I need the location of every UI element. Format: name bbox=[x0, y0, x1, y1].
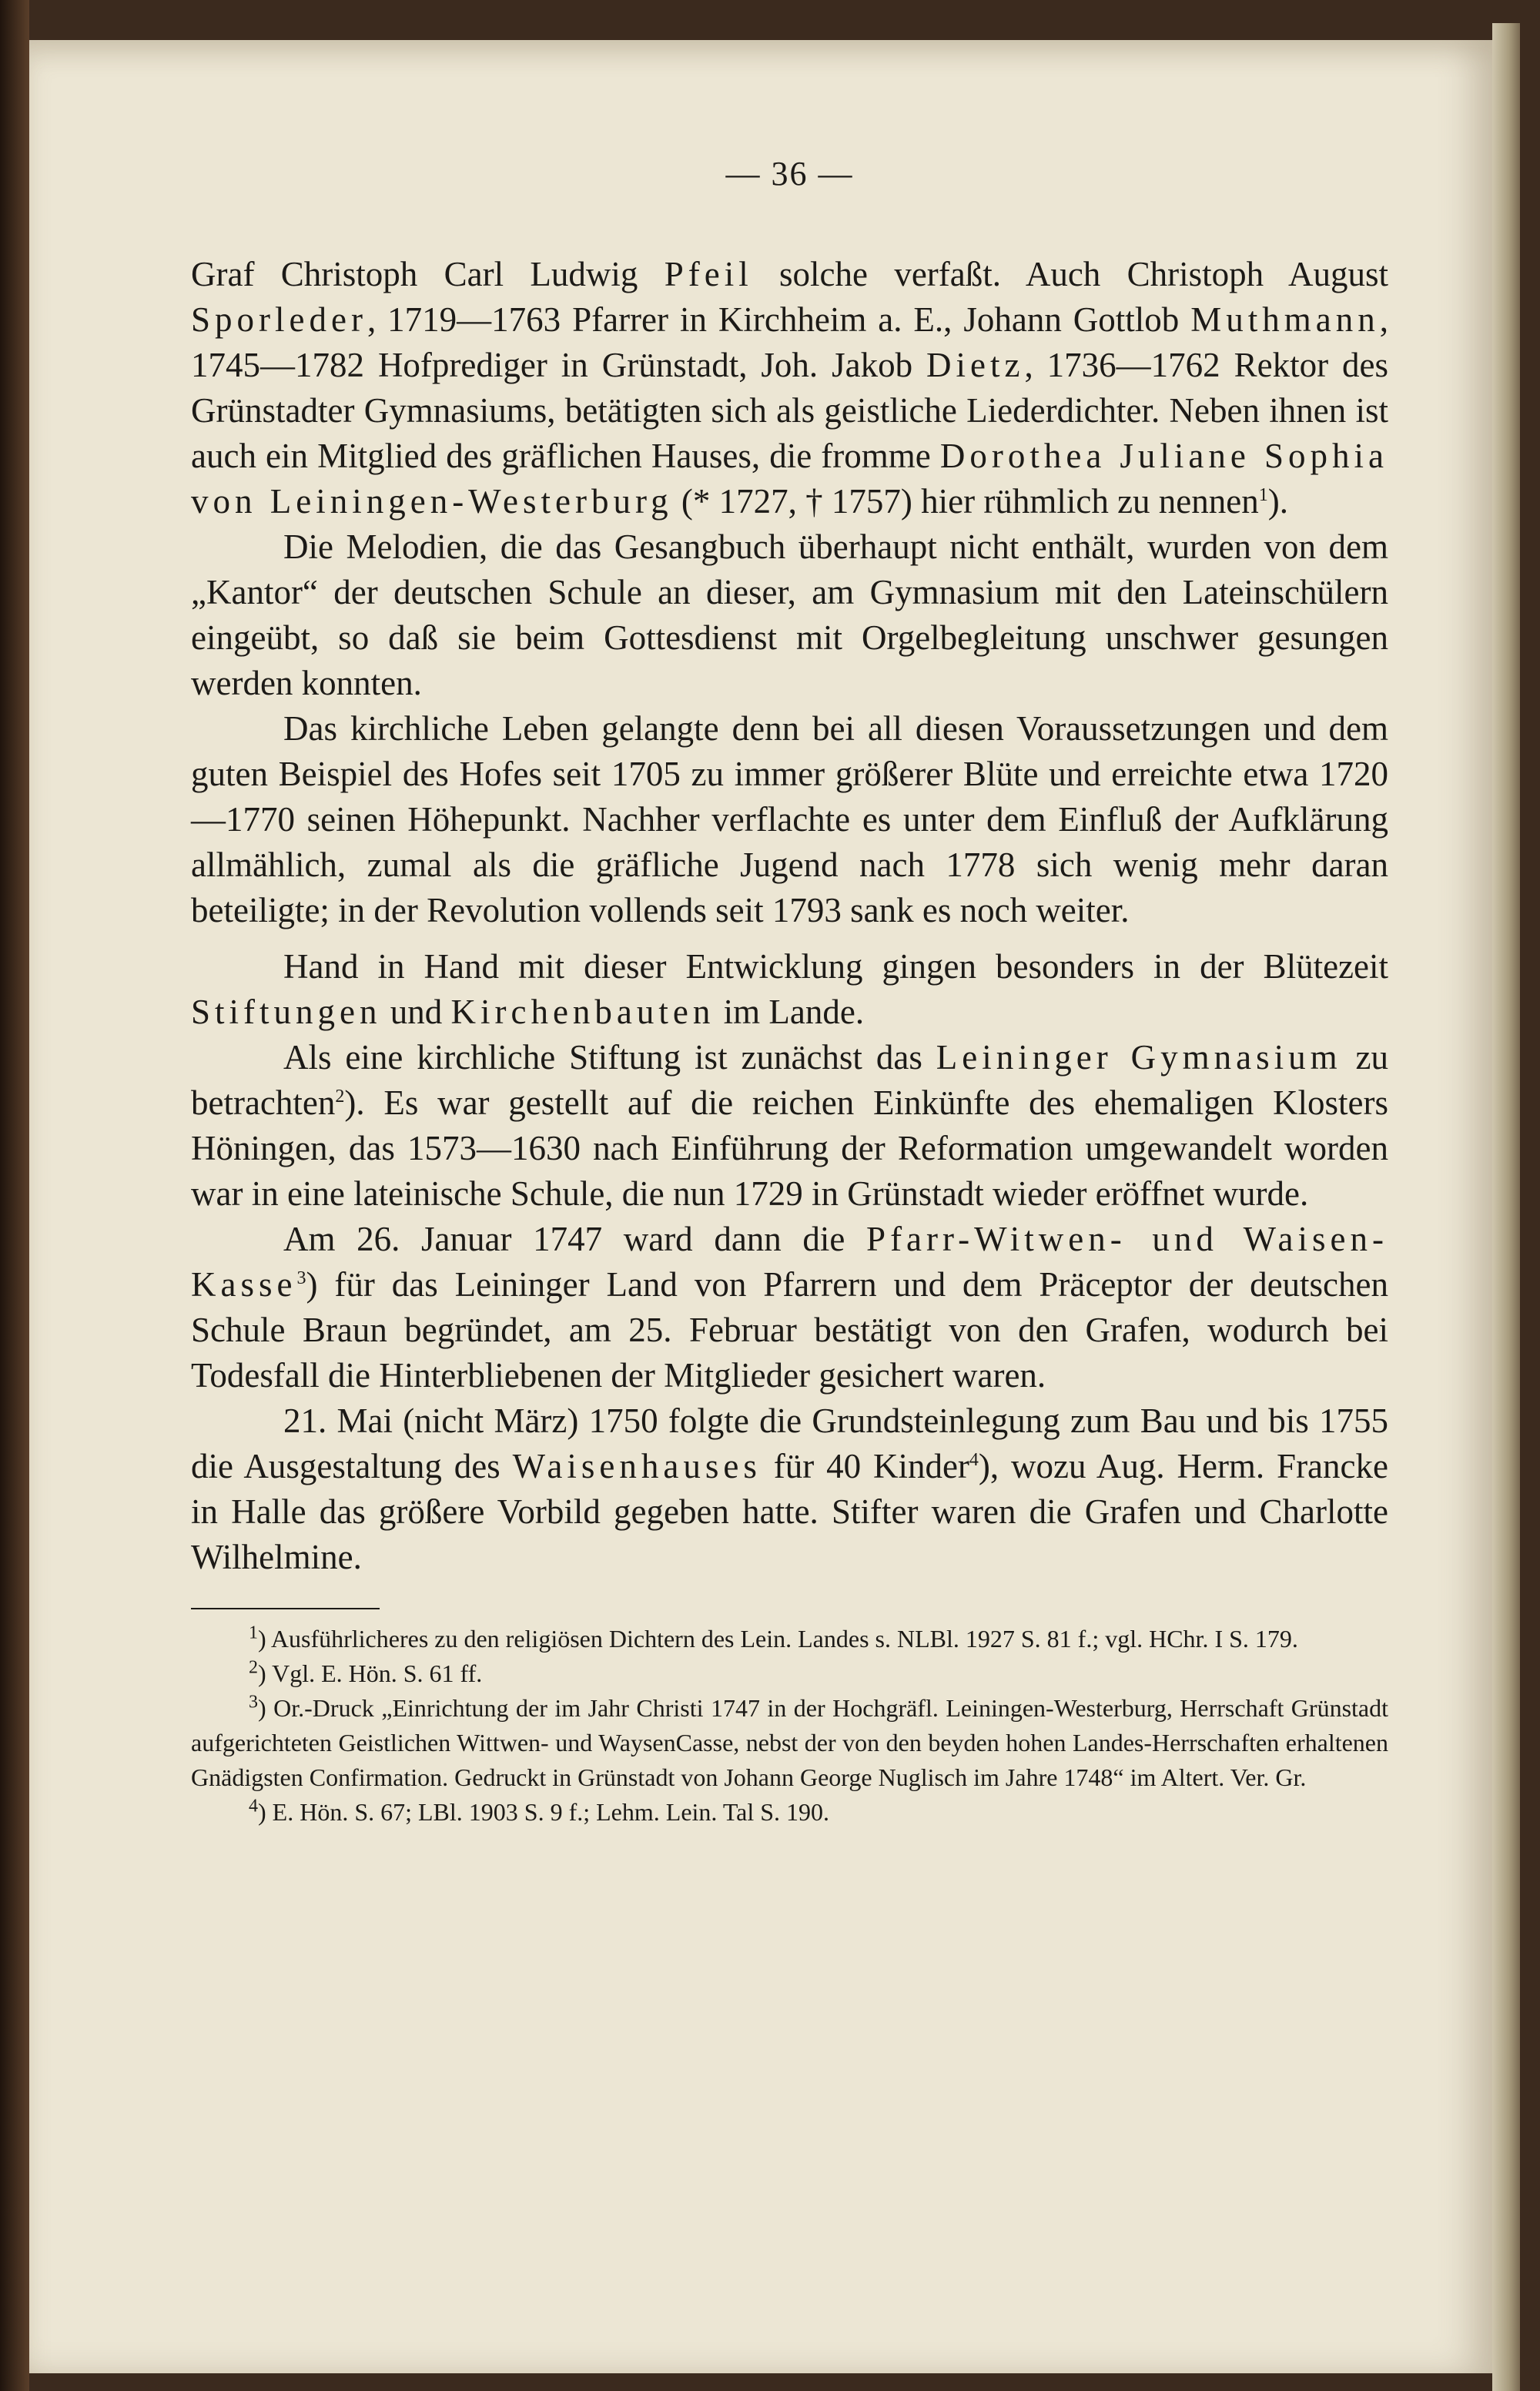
footnote-ref: 2 bbox=[335, 1087, 345, 1107]
footnote-mark: 1 bbox=[249, 1622, 258, 1643]
text-run: Am 26. Januar 1747 ward dann die bbox=[283, 1220, 867, 1258]
footnote-mark: 3 bbox=[249, 1692, 258, 1713]
spaced-emphasis: Sporleder bbox=[191, 300, 367, 339]
text-run: ), wozu Aug. Herm. Francke in Halle das größere Vorbild gegeben hatte. Stifter waren die Grafen und Charlotte Wilhelmine. bbox=[191, 1447, 1388, 1576]
text-run: Das kirchliche Leben gelangte denn bei all diesen Voraussetzungen und dem guten Beispiel des Hofes seit 1705 zu immer größerer Blüte und erreichte etwa 1720—1770 seinen Höhepunkt. Nachher verflachte es unter dem Einfluß der Aufklärung allmählich, zumal als die gräfliche Jugend nach 1778 sich wenig mehr daran beteiligte; in der Revolution vollends seit 1793 sank es noch weiter. bbox=[191, 709, 1388, 929]
page-edge bbox=[1492, 23, 1520, 2391]
paragraph bbox=[191, 252, 1388, 524]
footnote: $^1$) Ausführlicheres zu den religiösen Dichtern des Lein. Landes s. NLBl. 1927 S. 81 f.; vgl. HChr. I S. 179. bbox=[249, 1622, 1298, 1653]
text-run: für 40 Kinder bbox=[761, 1447, 969, 1485]
footnote: $^2$) Vgl. E. Hön. S. 61 ff. bbox=[249, 1657, 483, 1687]
spaced-emphasis: Muthmann bbox=[1190, 300, 1380, 339]
text-run: , 1736—1762 Rektor des Grünstadter Gymnasiums, betätigten sich als geistliche Liederdichter. Neben ihnen ist auch ein Mitglied des gräflichen Hauses, die fromme bbox=[191, 346, 1388, 475]
text-run: ). Es war gestellt auf die reichen Einkünfte des ehemaligen Klosters Höningen, das 1573—1630 nach Einführung der Reformation umgewandelt worden war in eine lateinische Schule, die nun 1729 in Grünstadt wieder eröffnet wurde. bbox=[191, 1083, 1388, 1213]
body-text bbox=[191, 252, 1388, 1580]
page-number: — 36 — bbox=[725, 155, 854, 193]
text-run: ) für das Leininger Land von Pfarrern und dem Präceptor der deutschen Schule Braun begründet, am 25. Februar bestätigt von den Grafen, wodurch bei Todesfall die Hinterbliebenen der Mitglieder gesichert waren. bbox=[191, 1265, 1388, 1395]
paragraph bbox=[191, 1035, 1388, 1217]
spaced-emphasis: Stiftungen bbox=[191, 993, 382, 1031]
text-run: , 1745—1782 Hofprediger in Grünstadt, Joh. Jakob bbox=[191, 300, 1388, 384]
spaced-emphasis: Kirchenbauten bbox=[450, 993, 715, 1031]
paragraph bbox=[191, 1398, 1388, 1580]
spaced-emphasis: Leininger Gymnasium bbox=[936, 1038, 1342, 1077]
text-run: Graf Christoph Carl Ludwig bbox=[191, 255, 665, 293]
footnote-ref: 3 bbox=[296, 1268, 306, 1288]
book-binding-shadow bbox=[0, 0, 29, 2391]
text-run: Die Melodien, die das Gesangbuch überhaupt nicht enthält, wurden von dem „Kantor“ der deutschen Schule an dieser, am Gymnasium mit den Lateinschülern eingeübt, so daß sie beim Gottesdienst mit Orgelbegleitung unschwer gesungen werden konnten. bbox=[191, 527, 1388, 702]
paragraph bbox=[191, 944, 1388, 1035]
text-run: zu betrachten bbox=[191, 1038, 1388, 1122]
footnote-ref: 1 bbox=[1258, 485, 1268, 505]
footnote-text: Or.-Druck „Einrichtung der im Jahr Christi 1747 in der Hochgräfl. Leiningen-Westerburg, Herrschaft Grünstadt aufgerichteten Geistlichen Wittwen- und WaysenCasse, nebst der von den beyden hohen Landes-Herrschaften erhaltenen Gnädigsten Confirmation. Gedruckt in Grünstadt von Johann George Nuglisch im Jahre 1748“ im Altert. Ver. Gr. bbox=[191, 1694, 1389, 1791]
footnote-text: Vgl. E. Hön. S. 61 ff. bbox=[272, 1659, 483, 1687]
text-run: , 1719—1763 Pfarrer in Kirchheim a. E., Johann Gottlob bbox=[367, 300, 1191, 339]
paragraph bbox=[191, 1217, 1388, 1398]
text-run: ). bbox=[1267, 482, 1288, 521]
footnote: $^4$) E. Hön. S. 67; LBl. 1903 S. 9 f.; Lehm. Lein. Tal S. 190. bbox=[249, 1796, 830, 1826]
text-run: 21. Mai (nicht März) 1750 folgte die Grundsteinlegung zum Bau und bis 1755 die Ausgestaltung des bbox=[191, 1401, 1388, 1485]
spaced-emphasis: Dietz bbox=[926, 346, 1025, 384]
footnote-ref: 4 bbox=[969, 1450, 979, 1470]
footnote-mark: 4 bbox=[249, 1796, 258, 1817]
paragraph bbox=[191, 524, 1388, 706]
spaced-emphasis: Dorothea Juliane Sophia von Leiningen-Westerburg bbox=[191, 437, 1388, 521]
text-run: Hand in Hand mit dieser Entwicklung gingen besonders in der Blütezeit bbox=[283, 947, 1388, 986]
footnotes bbox=[191, 1622, 1388, 1830]
spaced-emphasis: Pfarr-Witwen- und Waisen-Kasse bbox=[191, 1220, 1388, 1304]
footnote-text: Ausführlicheres zu den religiösen Dichtern des Lein. Landes s. NLBl. 1927 S. 81 f.; vgl. HChr. I S. 179. bbox=[270, 1625, 1298, 1653]
footnote-rule bbox=[191, 1608, 380, 1609]
footnote-mark: 2 bbox=[249, 1657, 258, 1678]
spaced-emphasis: Pfeil bbox=[664, 255, 753, 293]
text-run: (* 1727, † 1757) hier rühmlich zu nennen bbox=[672, 482, 1259, 521]
spaced-emphasis: Waisenhauses bbox=[512, 1447, 762, 1485]
text-run: solche verfaßt. Auch Christoph August bbox=[752, 255, 1388, 293]
page-content bbox=[191, 154, 1388, 1830]
text-run: Als eine kirchliche Stiftung ist zunächst das bbox=[283, 1038, 936, 1077]
text-run: im Lande. bbox=[715, 993, 865, 1031]
footnote: $^3$) Or.-Druck „Einrichtung der im Jahr Christi 1747 in der Hochgräfl. Leiningen-Westerburg, Herrschaft Grünstadt aufgerichteten Geistlichen Wittwen- und WaysenCasse, nebst der von den beyden hohen Landes-Herrschaften erhaltenen Gnädigsten Confirmation. Gedruckt in Grünstadt von Johann George Nuglisch im Jahre 1748“ im Altert. Ver. Gr. bbox=[191, 1692, 1389, 1791]
footnote-text: E. Hön. S. 67; LBl. 1903 S. 9 f.; Lehm. Lein. Tal S. 190. bbox=[272, 1798, 830, 1826]
paragraph bbox=[191, 706, 1388, 933]
text-run: und bbox=[381, 993, 451, 1031]
